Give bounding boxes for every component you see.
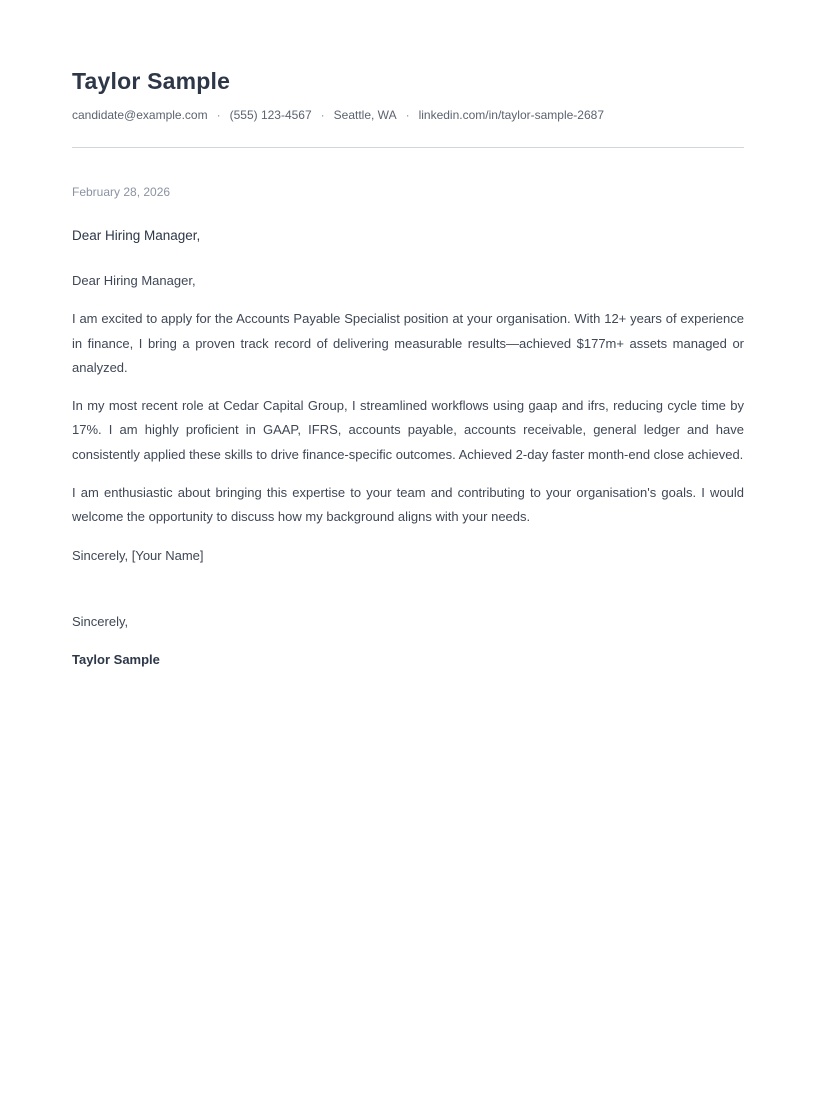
contact-location: Seattle, WA [333,108,397,122]
body-paragraph: I am excited to apply for the Accounts Payable Specialist position at your organisation. With 12+ years of experience in finance, I bring a proven track record of delivering measurable results—achieved $177m+ assets managed or analyzed. [72,311,744,375]
contact-email: candidate@example.com [72,108,208,122]
body-paragraph: Sincerely, [Your Name] [72,547,204,563]
contact-separator: · [216,108,221,122]
header-divider [72,147,744,148]
letter-date: February 28, 2026 [72,185,171,199]
contact-line [72,108,744,122]
body-paragraph: In my most recent role at Cedar Capital Group, I streamlined workflows using gaap and ifrs, reducing cycle time by 17%. I am highly proficient in GAAP, IFRS, accounts payable, accounts receivable, general ledger and have consistently applied these skills to drive finance-specific outcomes. Achieved 2-day faster month-end close achieved. [72,398,744,462]
body-paragraph: Dear Hiring Manager, [72,273,196,288]
signature-name: Taylor Sample [72,651,160,667]
letter-body [72,269,744,568]
page-title: Taylor Sample [72,68,231,94]
contact-separator: · [405,108,410,122]
greeting: Dear Hiring Manager, [72,228,201,243]
contact-phone: (555) 123-4567 [229,108,312,122]
contact-linkedin: linkedin.com/in/taylor-sample-2687 [418,108,604,122]
body-paragraph: I am enthusiastic about bringing this expertise to your team and contributing to your organisation's goals. I would welcome the opportunity to discuss how my background aligns with your needs. [72,485,744,525]
contact-separator: · [320,108,325,122]
closing: Sincerely, [72,613,129,629]
